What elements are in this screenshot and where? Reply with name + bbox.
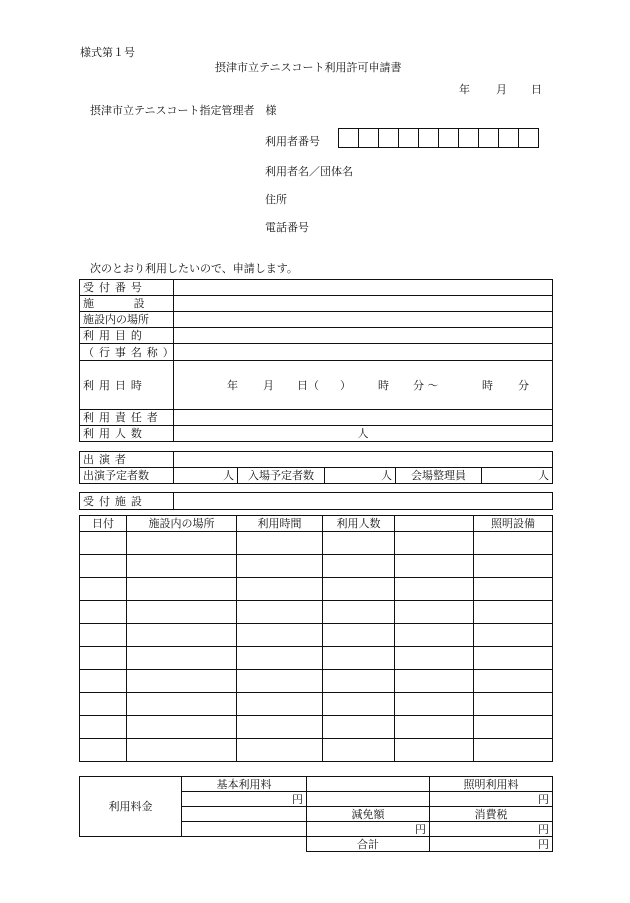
schedule-cell-blank[interactable] — [395, 624, 474, 647]
schedule-cell-people[interactable] — [323, 624, 395, 647]
schedule-cell-blank[interactable] — [395, 670, 474, 693]
schedule-header-people: 利用人数 — [323, 516, 395, 532]
schedule-cell-place[interactable] — [127, 578, 237, 601]
schedule-cell-blank[interactable] — [395, 601, 474, 624]
dt-close: ） — [340, 379, 351, 392]
schedule-cell-lighting[interactable] — [474, 601, 553, 624]
schedule-cell-blank[interactable] — [395, 739, 474, 762]
form-number: 様式第１号 — [80, 46, 135, 59]
schedule-cell-date[interactable] — [80, 693, 127, 716]
schedule-cell-time[interactable] — [237, 647, 323, 670]
schedule-cell-people[interactable] — [323, 670, 395, 693]
schedule-cell-date[interactable] — [80, 601, 127, 624]
schedule-cell-place[interactable] — [127, 670, 237, 693]
dt-year: 年 — [227, 379, 238, 392]
dt-hour-start: 時 — [378, 379, 389, 392]
schedule-row — [80, 739, 553, 762]
schedule-cell-lighting[interactable] — [474, 739, 553, 762]
performer-table — [79, 451, 553, 484]
schedule-cell-date[interactable] — [80, 739, 127, 762]
fee-empty-a — [80, 837, 182, 852]
responsible-label: 利用責任者 — [80, 410, 174, 426]
fee-blank-2 — [307, 792, 430, 807]
intro-text: 次のとおり利用したいので、申請します。 — [90, 262, 298, 275]
reception-no-field[interactable] — [174, 280, 553, 296]
schedule-row — [80, 693, 553, 716]
schedule-cell-people[interactable] — [323, 693, 395, 716]
user-number-box[interactable] — [418, 128, 439, 148]
schedule-cell-time[interactable] — [237, 624, 323, 647]
schedule-cell-people[interactable] — [323, 555, 395, 578]
schedule-cell-people[interactable] — [323, 739, 395, 762]
venue-staff-field[interactable] — [482, 468, 553, 484]
lighting-fee-yen: 円 — [538, 792, 549, 806]
people-label: 利用人数 — [80, 426, 174, 442]
schedule-cell-blank[interactable] — [395, 647, 474, 670]
user-number-box[interactable] — [338, 128, 359, 148]
schedule-header-place: 施設内の場所 — [127, 516, 237, 532]
venue-staff-label: 会場整理員 — [396, 468, 482, 484]
schedule-cell-people[interactable] — [323, 647, 395, 670]
schedule-cell-date[interactable] — [80, 532, 127, 555]
performer-count-unit: 人 — [223, 469, 234, 482]
date-time-label: 利用日時 — [80, 361, 174, 410]
schedule-row — [80, 624, 553, 647]
schedule-cell-place[interactable] — [127, 532, 237, 555]
schedule-cell-place[interactable] — [127, 693, 237, 716]
schedule-cell-place[interactable] — [127, 555, 237, 578]
address-label: 住所 — [265, 193, 287, 206]
event-name-field[interactable] — [174, 344, 553, 361]
schedule-cell-place[interactable] — [127, 624, 237, 647]
received-facility-label: 受付施設 — [80, 493, 174, 510]
discount-yen: 円 — [415, 822, 426, 836]
user-number-boxes[interactable] — [339, 128, 539, 148]
schedule-header-time: 利用時間 — [237, 516, 323, 532]
place-field[interactable] — [174, 312, 553, 328]
schedule-header-lighting: 照明設備 — [474, 516, 553, 532]
dt-min-end: 分 — [518, 379, 529, 392]
tax-label: 消費税 — [430, 807, 553, 822]
lighting-fee-field[interactable] — [430, 792, 553, 807]
user-number-box[interactable] — [458, 128, 479, 148]
schedule-cell-people[interactable] — [323, 532, 395, 555]
schedule-cell-blank[interactable] — [395, 716, 474, 739]
date-year-label: 年 — [459, 83, 470, 96]
fees-label: 利用料金 — [80, 777, 182, 837]
attendee-count-unit: 人 — [381, 469, 392, 482]
schedule-cell-date[interactable] — [80, 624, 127, 647]
schedule-cell-date[interactable] — [80, 555, 127, 578]
people-field[interactable] — [174, 426, 553, 442]
tax-field[interactable] — [430, 822, 553, 837]
date-time-field[interactable] — [174, 361, 553, 410]
schedule-cell-time[interactable] — [237, 739, 323, 762]
venue-staff-unit: 人 — [538, 469, 549, 482]
user-name-label: 利用者名／団体名 — [265, 165, 353, 178]
user-number-label: 利用者番号 — [265, 135, 320, 148]
schedule-cell-lighting[interactable] — [474, 670, 553, 693]
schedule-cell-lighting[interactable] — [474, 555, 553, 578]
total-yen: 円 — [538, 837, 549, 851]
user-number-box[interactable] — [378, 128, 399, 148]
tax-yen: 円 — [538, 822, 549, 836]
schedule-cell-place[interactable] — [127, 601, 237, 624]
schedule-cell-time[interactable] — [237, 532, 323, 555]
schedule-header-date: 日付 — [80, 516, 127, 532]
dt-day: 日（ — [297, 379, 319, 392]
total-label: 合計 — [307, 837, 430, 852]
schedule-cell-blank[interactable] — [395, 693, 474, 716]
schedule-table — [79, 515, 553, 762]
schedule-cell-time[interactable] — [237, 578, 323, 601]
schedule-cell-people[interactable] — [323, 578, 395, 601]
basic-fee-field[interactable] — [182, 792, 307, 807]
schedule-cell-time[interactable] — [237, 555, 323, 578]
fee-blank-3 — [182, 807, 307, 822]
performer-count-field[interactable] — [174, 468, 238, 484]
fees-table — [79, 776, 553, 852]
schedule-cell-place[interactable] — [127, 716, 237, 739]
schedule-row — [80, 670, 553, 693]
performer-count-label: 出演予定者数 — [80, 468, 174, 484]
performer-field[interactable] — [174, 452, 553, 468]
facility-label — [80, 296, 185, 312]
received-facility-field[interactable] — [174, 493, 553, 510]
schedule-cell-place[interactable] — [127, 647, 237, 670]
schedule-header-blank — [395, 516, 474, 532]
schedule-row — [80, 601, 553, 624]
user-number-box[interactable] — [398, 128, 419, 148]
user-number-box[interactable] — [518, 128, 539, 148]
application-table — [79, 279, 553, 442]
user-number-box[interactable] — [358, 128, 379, 148]
dt-month: 月 — [263, 379, 274, 392]
schedule-cell-time[interactable] — [237, 693, 323, 716]
facility-label-text: 施設 — [83, 297, 185, 310]
performer-label: 出演者 — [80, 452, 174, 468]
user-number-box[interactable] — [478, 128, 499, 148]
schedule-cell-date[interactable] — [80, 716, 127, 739]
purpose-field[interactable] — [174, 328, 553, 344]
responsible-field[interactable] — [174, 410, 553, 426]
dt-hour-end: 時 — [482, 379, 493, 392]
schedule-cell-time[interactable] — [237, 601, 323, 624]
schedule-cell-date[interactable] — [80, 670, 127, 693]
schedule-cell-date[interactable] — [80, 578, 127, 601]
schedule-cell-lighting[interactable] — [474, 647, 553, 670]
addressee: 摂津市立テニスコート指定管理者 様 — [90, 104, 277, 117]
schedule-cell-lighting[interactable] — [474, 624, 553, 647]
purpose-label: 利用目的 — [80, 328, 174, 344]
schedule-cell-blank[interactable] — [395, 532, 474, 555]
place-label: 施設内の場所 — [80, 312, 174, 328]
date-month-label: 月 — [496, 83, 507, 96]
schedule-cell-time[interactable] — [237, 670, 323, 693]
schedule-cell-lighting[interactable] — [474, 578, 553, 601]
schedule-cell-time[interactable] — [237, 716, 323, 739]
form-title: 摂津市立テニスコート利用許可申請書 — [215, 61, 402, 74]
discount-label: 減免額 — [307, 807, 430, 822]
facility-field[interactable] — [174, 296, 553, 312]
phone-label: 電話番号 — [265, 221, 309, 234]
schedule-cell-people[interactable] — [323, 601, 395, 624]
discount-field[interactable] — [307, 822, 430, 837]
schedule-cell-place[interactable] — [127, 739, 237, 762]
dt-min-start: 分 ～ — [413, 379, 439, 392]
attendee-count-field[interactable] — [325, 468, 396, 484]
reception-no-label: 受付番号 — [80, 280, 174, 296]
basic-fee-yen: 円 — [292, 792, 303, 806]
lighting-fee-label: 照明利用料 — [430, 777, 553, 792]
fee-blank-1 — [307, 777, 430, 792]
date-day-label: 日 — [531, 83, 542, 96]
user-number-box[interactable] — [498, 128, 519, 148]
user-number-box[interactable] — [438, 128, 459, 148]
schedule-cell-people[interactable] — [323, 716, 395, 739]
schedule-cell-lighting[interactable] — [474, 532, 553, 555]
fee-empty-b — [182, 837, 307, 852]
schedule-cell-blank[interactable] — [395, 578, 474, 601]
schedule-row — [80, 716, 553, 739]
schedule-row — [80, 578, 553, 601]
event-name-label: （行事名称） — [80, 344, 174, 361]
received-facility-table — [79, 492, 553, 510]
schedule-row — [80, 555, 553, 578]
basic-fee-label: 基本利用料 — [182, 777, 307, 792]
schedule-cell-blank[interactable] — [395, 555, 474, 578]
schedule-cell-lighting[interactable] — [474, 716, 553, 739]
fee-blank-4 — [182, 822, 307, 837]
total-field[interactable] — [430, 837, 553, 852]
schedule-cell-lighting[interactable] — [474, 693, 553, 716]
people-unit: 人 — [357, 427, 369, 440]
schedule-row — [80, 647, 553, 670]
schedule-row — [80, 532, 553, 555]
attendee-count-label: 入場予定者数 — [238, 468, 325, 484]
schedule-cell-date[interactable] — [80, 647, 127, 670]
